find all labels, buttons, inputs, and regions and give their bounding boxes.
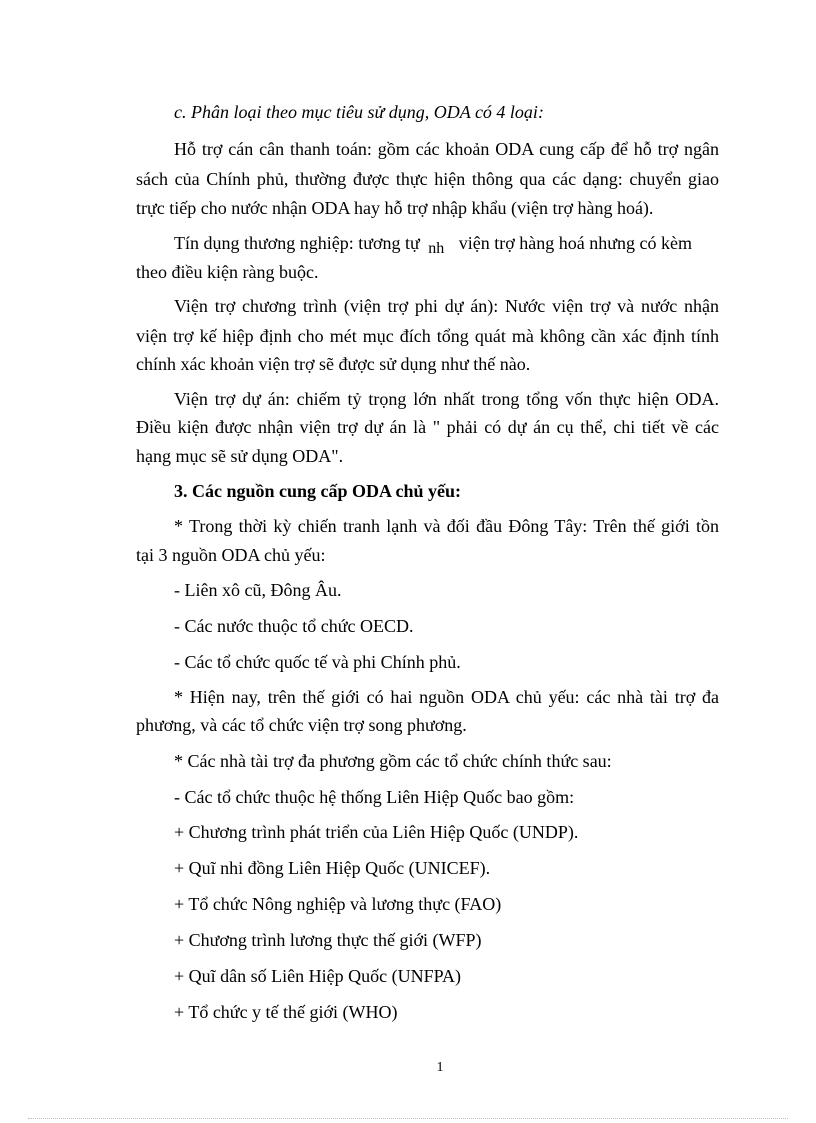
paragraph-1-line-2: sách của Chính phủ, thường được thực hiện thông qua các dạng: chuyển giao — [136, 169, 719, 189]
paragraph-6-line-2: phương, và các tổ chức viện trợ song phương. — [136, 715, 467, 735]
section-heading-3: 3. Các nguồn cung cấp ODA chủ yếu: — [174, 481, 462, 501]
paragraph-1-text-1: Hỗ trợ cán cân thanh toán: gồm các khoản ODA cung cấp để hỗ trợ ngân — [174, 139, 719, 159]
list-item: - Các tổ chức quốc tế và phi Chính phủ. — [174, 652, 461, 672]
page-number: 1 — [436, 1060, 444, 1075]
section-heading-c: c. Phân loại theo mục tiêu sử dụng, ODA có 4 loại: — [174, 102, 544, 122]
paragraph-4-line-3: hạng mục sẽ sử dụng ODA". — [136, 446, 344, 466]
list-item: + Tổ chức y tế thế giới (WHO) — [174, 1002, 398, 1022]
paragraph-2-line-1 — [174, 233, 693, 257]
paragraph-6-text-1: * Hiện nay, trên thế giới có hai nguồn ODA chủ yếu: các nhà tài trợ đa — [174, 687, 719, 707]
paragraph-2-line-2: theo điều kiện ràng buộc. — [136, 262, 319, 282]
paragraph-3-line-1 — [174, 296, 719, 317]
paragraph-4-text-1: Viện trợ dự án: chiếm tỷ trọng lớn nhất trong tổng vốn thực hiện ODA. — [174, 389, 719, 409]
list-item: + Quĩ nhi đồng Liên Hiệp Quốc (UNICEF). — [174, 858, 491, 878]
list-item: - Các nước thuộc tổ chức OECD. — [174, 616, 414, 636]
paragraph-5-line-1 — [174, 516, 719, 537]
paragraph-8: - Các tổ chức thuộc hệ thống Liên Hiệp Quốc bao gồm: — [174, 787, 575, 807]
list-item: + Quĩ dân số Liên Hiệp Quốc (UNFPA) — [174, 966, 461, 986]
paragraph-1-line-1 — [174, 139, 719, 160]
paragraph-5-line-2: tại 3 nguồn ODA chủ yếu: — [136, 545, 326, 565]
paragraph-4-line-2: Điều kiện được nhận viện trợ dự án là " phải có dự án cụ thể, chi tiết về các — [136, 417, 719, 437]
page-bottom-divider — [28, 1118, 788, 1119]
paragraph-5-text-1: * Trong thời kỳ chiến tranh lạnh và đối đầu Đông Tây: Trên thế giới tồn — [174, 516, 719, 536]
paragraph-2-text-c: viện trợ hàng hoá nhưng có kèm — [458, 233, 693, 253]
paragraph-4-line-1 — [174, 389, 719, 410]
paragraph-1-line-3: trực tiếp cho nước nhận ODA hay hỗ trợ nhập khẩu (viện trợ hàng hoá). — [136, 198, 654, 218]
paragraph-2-text-a: Tín dụng thương nghiệp: tương tự — [174, 233, 420, 253]
paragraph-3-line-3: chính xác khoản viện trợ sẽ được sử dụng như thế nào. — [136, 354, 531, 374]
paragraph-3-line-2: viện trợ kế hiệp định cho mét mục đích tổng quát mà không cần xác định tính — [136, 326, 719, 346]
list-item: + Chương trình lương thực thế giới (WFP) — [174, 930, 482, 950]
list-item: - Liên xô cũ, Đông Âu. — [174, 580, 342, 600]
paragraph-3-text-1: Viện trợ chương trình (viện trợ phi dự án): Nước viện trợ và nước nhận — [174, 296, 719, 316]
list-item: + Chương trình phát triển của Liên Hiệp Quốc (UNDP). — [174, 822, 579, 842]
list-item: + Tổ chức Nông nghiệp và lương thực (FAO) — [174, 894, 502, 914]
paragraph-7: * Các nhà tài trợ đa phương gồm các tổ chức chính thức sau: — [174, 751, 612, 771]
paragraph-6-line-1 — [174, 687, 719, 708]
paragraph-2-fragment: nh — [428, 240, 445, 257]
